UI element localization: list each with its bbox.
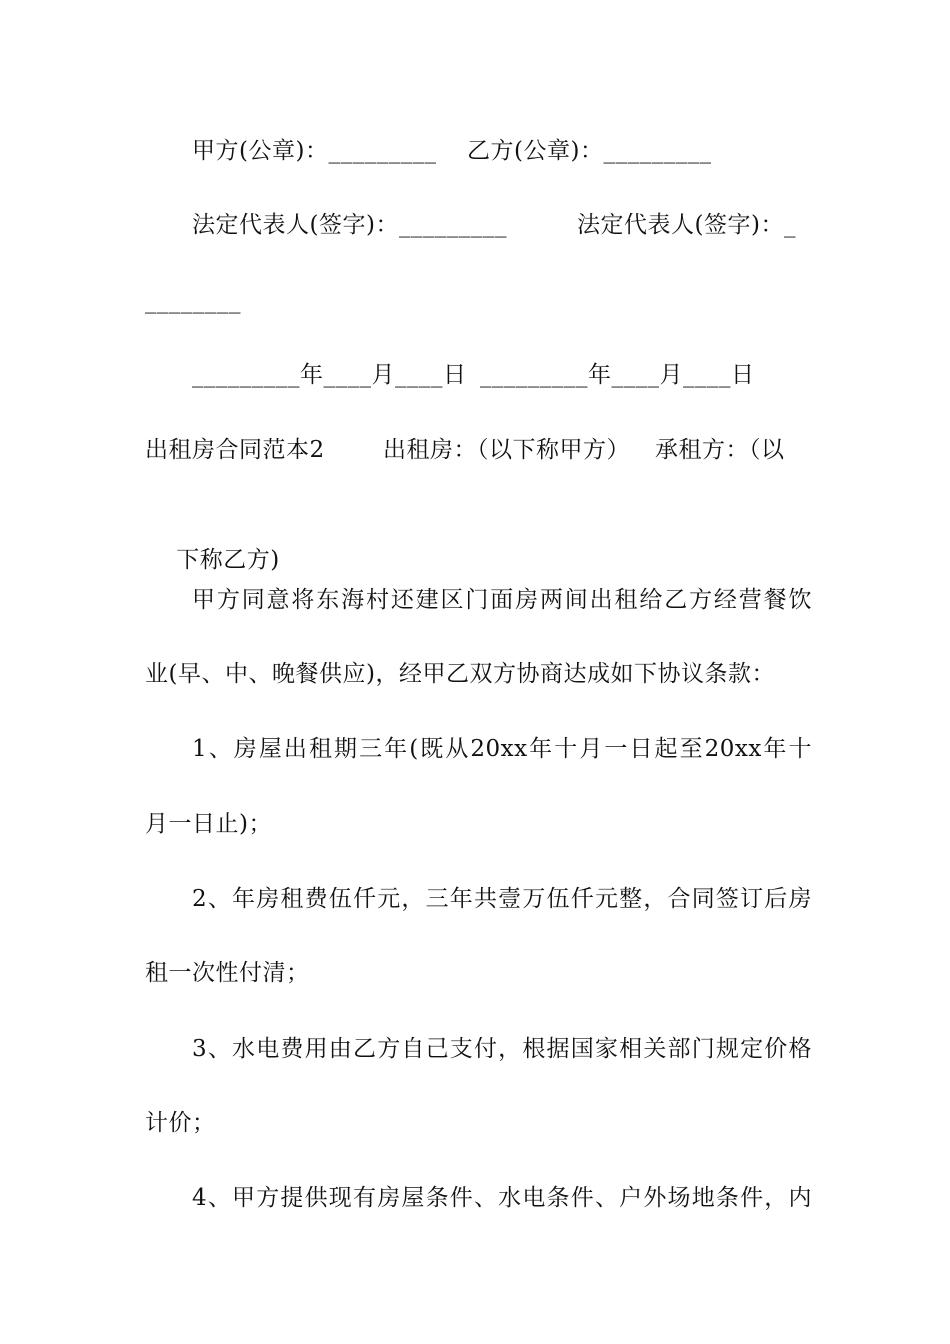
clause-3-line1: 3、水电费用由乙方自己支付，根据国家相关部门规定价格 bbox=[192, 1036, 812, 1062]
contract-heading-line-cont bbox=[145, 506, 815, 573]
clause-3-line2: 计价； bbox=[145, 1110, 216, 1136]
party-a-seal: 甲方(公章)：_________ bbox=[192, 138, 437, 164]
representative-line bbox=[192, 207, 862, 243]
contract-heading-line bbox=[145, 432, 815, 468]
party-b-representative: 法定代表人(签字)：_ bbox=[577, 212, 796, 238]
date-line bbox=[192, 357, 862, 393]
party-b-representative-cont: ________ bbox=[145, 288, 241, 314]
party-b-date: _________年____月____日 bbox=[480, 362, 755, 388]
representative-line-cont bbox=[145, 283, 815, 319]
clause-4-line1: 4、甲方提供现有房屋条件、水电条件、户外场地条件，内 bbox=[192, 1185, 812, 1211]
clause-2-line1: 2、年房租费伍仟元，三年共壹万伍仟元整，合同签订后房 bbox=[192, 886, 812, 912]
clause-1-line1: 1、房屋出租期三年(既从20xx年十月一日起至20xx年十 bbox=[192, 736, 812, 762]
clause-1-line2: 月一日止)； bbox=[145, 811, 272, 837]
seal-line bbox=[192, 133, 862, 169]
party-b-seal: 乙方(公章)：_________ bbox=[467, 138, 712, 164]
party-a-date: _________年____月____日 bbox=[192, 362, 467, 388]
paragraph-intro-line2: 业(早、中、晚餐供应)，经甲乙双方协商达成如下协议条款： bbox=[145, 661, 775, 687]
lessee-label: 承租方：（以 bbox=[655, 437, 785, 463]
contract-title: 出租房合同范本2 bbox=[145, 437, 325, 463]
lessor-label: 出租房：（以下称甲方） bbox=[383, 437, 630, 463]
paragraph-intro-line1: 甲方同意将东海村还建区门面房两间出租给乙方经营餐饮 bbox=[192, 587, 812, 613]
lessee-label-cont: 下称乙方) bbox=[176, 547, 280, 573]
clause-2-line2: 租一次性付清； bbox=[145, 960, 310, 986]
party-a-representative: 法定代表人(签字)：_________ bbox=[192, 212, 507, 238]
